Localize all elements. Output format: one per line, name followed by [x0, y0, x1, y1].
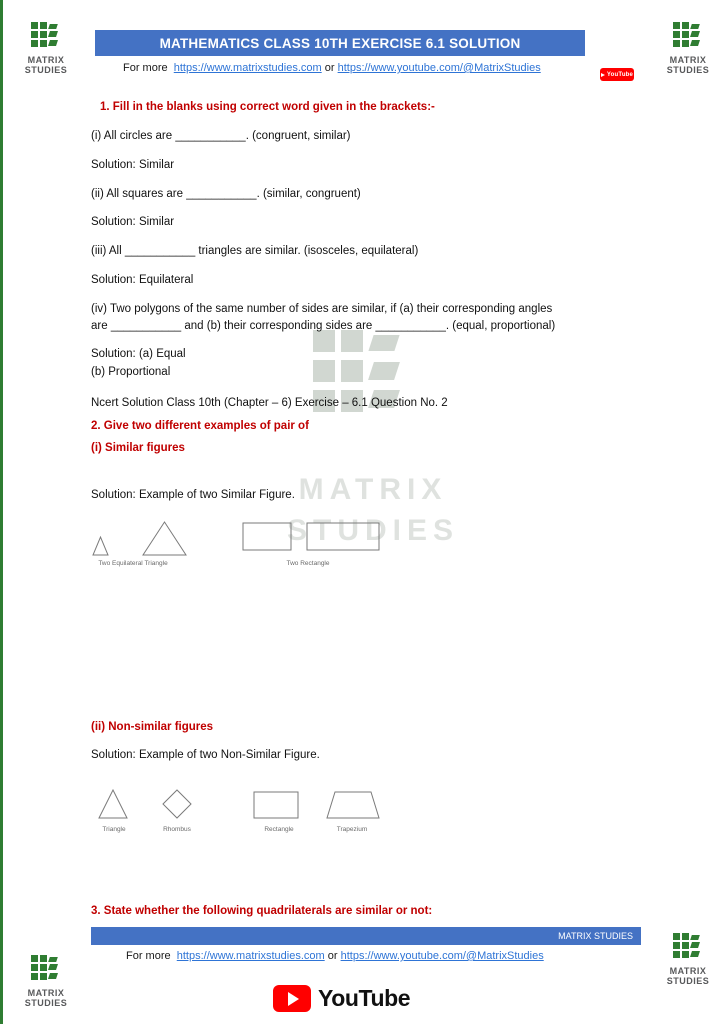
- youtube-badge[interactable]: [600, 68, 634, 81]
- matrix-logo-icon: [31, 955, 61, 985]
- solution-ii: Solution: Similar: [91, 216, 175, 228]
- question-3-heading: 3. State whether the following quadrilaterals are similar or not:: [91, 905, 433, 917]
- logo-top-left: [11, 22, 81, 76]
- header-for-more: [123, 62, 541, 74]
- solution-iv-a: Solution: (a) Equal: [91, 348, 186, 360]
- solution-2-i: Solution: Example of two Similar Figure.: [91, 489, 295, 501]
- blank-iv-line1: (iv) Two polygons of the same number of sides are similar, if (a) their corresponding angles: [91, 303, 553, 315]
- logo-bottom-right: [653, 933, 723, 987]
- logo-name-line2: STUDIES: [666, 65, 710, 76]
- logo-name-line2: STUDIES: [24, 65, 68, 76]
- play-icon: [288, 992, 299, 1006]
- caption-triangle: Triangle: [102, 826, 126, 833]
- ncert-reference: Ncert Solution Class 10th (Chapter – 6) Exercise – 6.1 Question No. 2: [91, 397, 448, 409]
- caption-rectangle: Rectangle: [264, 826, 294, 833]
- watermark-logo-icon: [313, 330, 413, 430]
- youtube-channel-link[interactable]: https://www.youtube.com/@MatrixStudies: [337, 62, 541, 74]
- matrix-logo-icon: [673, 933, 703, 963]
- solution-2-ii: Solution: Example of two Non-Similar Figure.: [91, 749, 320, 761]
- document-title-bar: [95, 30, 585, 56]
- website-link[interactable]: https://www.matrixstudies.com: [176, 950, 325, 962]
- blank-ii: (ii) All squares are ___________. (similar, congruent): [91, 188, 361, 200]
- solution-iv-b: (b) Proportional: [91, 366, 171, 378]
- logo-name-line1: MATRIX: [27, 988, 65, 998]
- figure-non-similar-shapes: [91, 780, 391, 825]
- youtube-wordmark: YouTube: [318, 985, 411, 1011]
- watermark-line2: STUDIES: [286, 513, 460, 547]
- blank-iii: (iii) All ___________ triangles are similar. (isosceles, equilateral): [91, 245, 419, 257]
- question-2-part-ii: (ii) Non-similar figures: [91, 721, 214, 733]
- footer-bar-label: MATRIX STUDIES: [558, 931, 633, 941]
- for-more-label: For more: [123, 62, 168, 74]
- blank-iv-line2: are ___________ and (b) their corresponding sides are ___________. (equal, proportional): [91, 320, 556, 332]
- question-2-part-i: (i) Similar figures: [91, 442, 185, 454]
- youtube-badge-label: YouTube: [606, 71, 634, 78]
- or-label: or: [327, 950, 338, 962]
- solution-i: Solution: Similar: [91, 159, 175, 171]
- caption-two-equilateral-triangle: Two Equilateral Triangle: [98, 560, 168, 567]
- logo-name-line1: MATRIX: [669, 966, 707, 976]
- footer-bar: [91, 927, 641, 945]
- for-more-label: For more: [126, 950, 171, 962]
- youtube-channel-link[interactable]: https://www.youtube.com/@MatrixStudies: [340, 950, 544, 962]
- question-2-heading: 2. Give two different examples of pair of: [91, 420, 309, 432]
- play-icon: [601, 73, 605, 77]
- logo-name-line2: STUDIES: [666, 976, 710, 987]
- website-link[interactable]: https://www.matrixstudies.com: [173, 62, 322, 74]
- logo-bottom-left: [11, 955, 81, 1009]
- page-title: MATHEMATICS CLASS 10TH EXERCISE 6.1 SOLUTION: [159, 35, 521, 51]
- figure-similar-rectangles: [241, 518, 381, 558]
- logo-name-line1: MATRIX: [27, 55, 65, 65]
- logo-top-right: [653, 22, 723, 76]
- watermark-line1: MATRIX: [298, 473, 448, 506]
- question-1-heading: 1. Fill in the blanks using correct word given in the brackets:-: [100, 101, 435, 113]
- footer-for-more: [126, 950, 544, 962]
- blank-i: (i) All circles are ___________. (congruent, similar): [91, 130, 351, 142]
- caption-two-rectangle: Two Rectangle: [286, 560, 330, 567]
- or-label: or: [324, 62, 335, 74]
- matrix-logo-icon: [673, 22, 703, 52]
- matrix-logo-icon: [31, 22, 61, 52]
- solution-iii: Solution: Equilateral: [91, 274, 194, 286]
- youtube-play-icon: [273, 985, 311, 1012]
- youtube-footer-logo[interactable]: [273, 985, 410, 1012]
- caption-trapezium: Trapezium: [336, 826, 368, 833]
- caption-rhombus: Rhombus: [163, 826, 191, 833]
- logo-name-line2: STUDIES: [24, 998, 68, 1009]
- logo-name-line1: MATRIX: [669, 55, 707, 65]
